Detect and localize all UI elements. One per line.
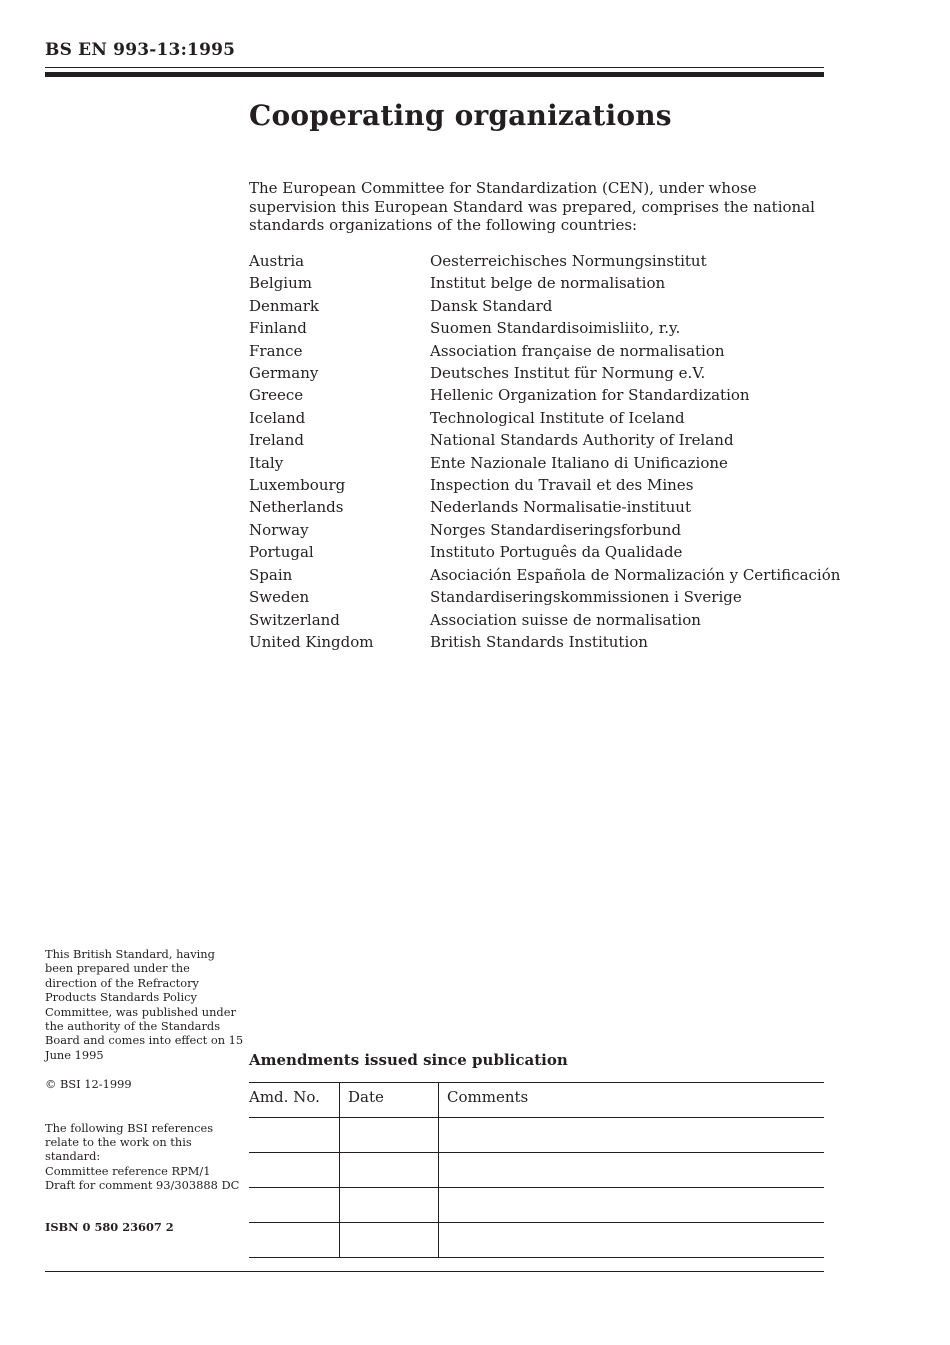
- member-row: [249, 609, 840, 631]
- member-organization: Association française de normalisation: [430, 341, 725, 360]
- member-row: [249, 474, 840, 496]
- member-country: France: [249, 341, 303, 360]
- member-organization: Asociación Española de Normalización y Certificación: [430, 565, 841, 584]
- table-row: [249, 1188, 824, 1223]
- table-row: [249, 1223, 824, 1258]
- committee-reference: Committee reference RPM/1: [45, 1163, 211, 1178]
- document-id: BS EN 993-13:1995: [45, 40, 236, 60]
- header-rule-thick: [45, 72, 824, 77]
- member-organization: Deutsches Institut für Normung e.V.: [430, 364, 706, 383]
- member-country: Iceland: [249, 408, 306, 427]
- table-cell: [439, 1188, 825, 1223]
- member-row: [249, 631, 840, 653]
- table-cell: [439, 1118, 825, 1153]
- member-country: Italy: [249, 453, 284, 472]
- table-row: [249, 1153, 824, 1188]
- table-cell: [340, 1223, 439, 1258]
- header-rule-thin: [45, 67, 824, 68]
- member-organization: Hellenic Organization for Standardization: [430, 386, 750, 405]
- table-cell: [340, 1118, 439, 1153]
- member-country: Austria: [249, 252, 305, 270]
- table-cell: [249, 1223, 340, 1258]
- table-cell: [340, 1188, 439, 1223]
- intro-paragraph: The European Committee for Standardization (CEN), under whose supervision this European Standard was prepared, comprises the national standards organizations of the following countries:: [249, 179, 815, 234]
- member-country: Finland: [249, 319, 307, 338]
- member-organization: British Standards Institution: [430, 632, 648, 651]
- member-country: Portugal: [249, 543, 314, 562]
- member-country: Sweden: [249, 588, 310, 607]
- member-country: Netherlands: [249, 498, 344, 517]
- member-row: [249, 452, 840, 474]
- member-country: Luxembourg: [249, 476, 346, 495]
- draft-reference: Draft for comment 93/303888 DC: [45, 1178, 240, 1193]
- member-row: [249, 496, 840, 518]
- bsi-references-intro: The following BSI references relate to the work on this standard:: [45, 1120, 214, 1164]
- amendments-heading: Amendments issued since publication: [249, 1051, 568, 1069]
- member-row: [249, 586, 840, 608]
- member-country: Spain: [249, 565, 293, 584]
- member-organization: National Standards Authority of Ireland: [430, 431, 734, 450]
- table-cell: [439, 1223, 825, 1258]
- member-organization: Institut belge de normalisation: [430, 274, 666, 293]
- member-organization: Suomen Standardisoimisliito, r.y.: [430, 319, 681, 338]
- member-row: [249, 429, 840, 451]
- member-organization: Instituto Português da Qualidade: [430, 543, 683, 562]
- member-organization: Dansk Standard: [430, 296, 553, 315]
- column-header-comments: Comments: [439, 1083, 825, 1118]
- member-organization: Oesterreichisches Normungsinstitut: [430, 252, 707, 270]
- member-country: Norway: [249, 520, 309, 539]
- member-country: Ireland: [249, 431, 304, 450]
- page-title: Cooperating organizations: [249, 99, 672, 132]
- member-country: Belgium: [249, 274, 312, 293]
- table-header-row: [249, 1083, 824, 1118]
- table-row: [249, 1118, 824, 1153]
- member-row: [249, 295, 840, 317]
- table-cell: [249, 1118, 340, 1153]
- table-cell: [249, 1153, 340, 1188]
- member-row: [249, 272, 840, 294]
- member-organization: Technological Institute of Iceland: [430, 408, 685, 427]
- member-organization: Standardiseringskommissionen i Sverige: [430, 588, 742, 607]
- member-country: United Kingdom: [249, 632, 374, 651]
- member-list: [249, 250, 840, 653]
- member-row: [249, 564, 840, 586]
- member-row: [249, 384, 840, 406]
- footer-rule: [45, 1271, 824, 1272]
- member-organization: Association suisse de normalisation: [430, 610, 701, 629]
- member-row: [249, 317, 840, 339]
- member-row: [249, 362, 840, 384]
- table-cell: [249, 1188, 340, 1223]
- table-cell: [340, 1153, 439, 1188]
- column-header-amd-no: Amd. No.: [249, 1083, 340, 1118]
- member-row: [249, 519, 840, 541]
- publication-note: This British Standard, having been prepared under the direction of the Refractory Products Standards Policy Committee, was published under the authority of the Standards Board and comes into effect on 15 June 1995: [45, 947, 244, 1062]
- amendments-table: [249, 1082, 824, 1258]
- member-country: Denmark: [249, 296, 319, 315]
- member-organization: Ente Nazionale Italiano di Unificazione: [430, 453, 728, 472]
- table-cell: [439, 1153, 825, 1188]
- member-organization: Nederlands Normalisatie-instituut: [430, 498, 691, 517]
- member-row: [249, 407, 840, 429]
- member-row: [249, 541, 840, 563]
- member-row: [249, 250, 840, 272]
- column-header-date: Date: [340, 1083, 439, 1118]
- copyright-notice: © BSI 12-1999: [45, 1077, 132, 1092]
- member-organization: Inspection du Travail et des Mines: [430, 476, 694, 495]
- member-row: [249, 340, 840, 362]
- member-country: Germany: [249, 364, 319, 383]
- member-country: Greece: [249, 386, 304, 405]
- isbn: ISBN 0 580 23607 2: [45, 1219, 174, 1234]
- sidebar-notes: [45, 947, 245, 1234]
- member-organization: Norges Standardiseringsforbund: [430, 520, 682, 539]
- member-country: Switzerland: [249, 610, 340, 629]
